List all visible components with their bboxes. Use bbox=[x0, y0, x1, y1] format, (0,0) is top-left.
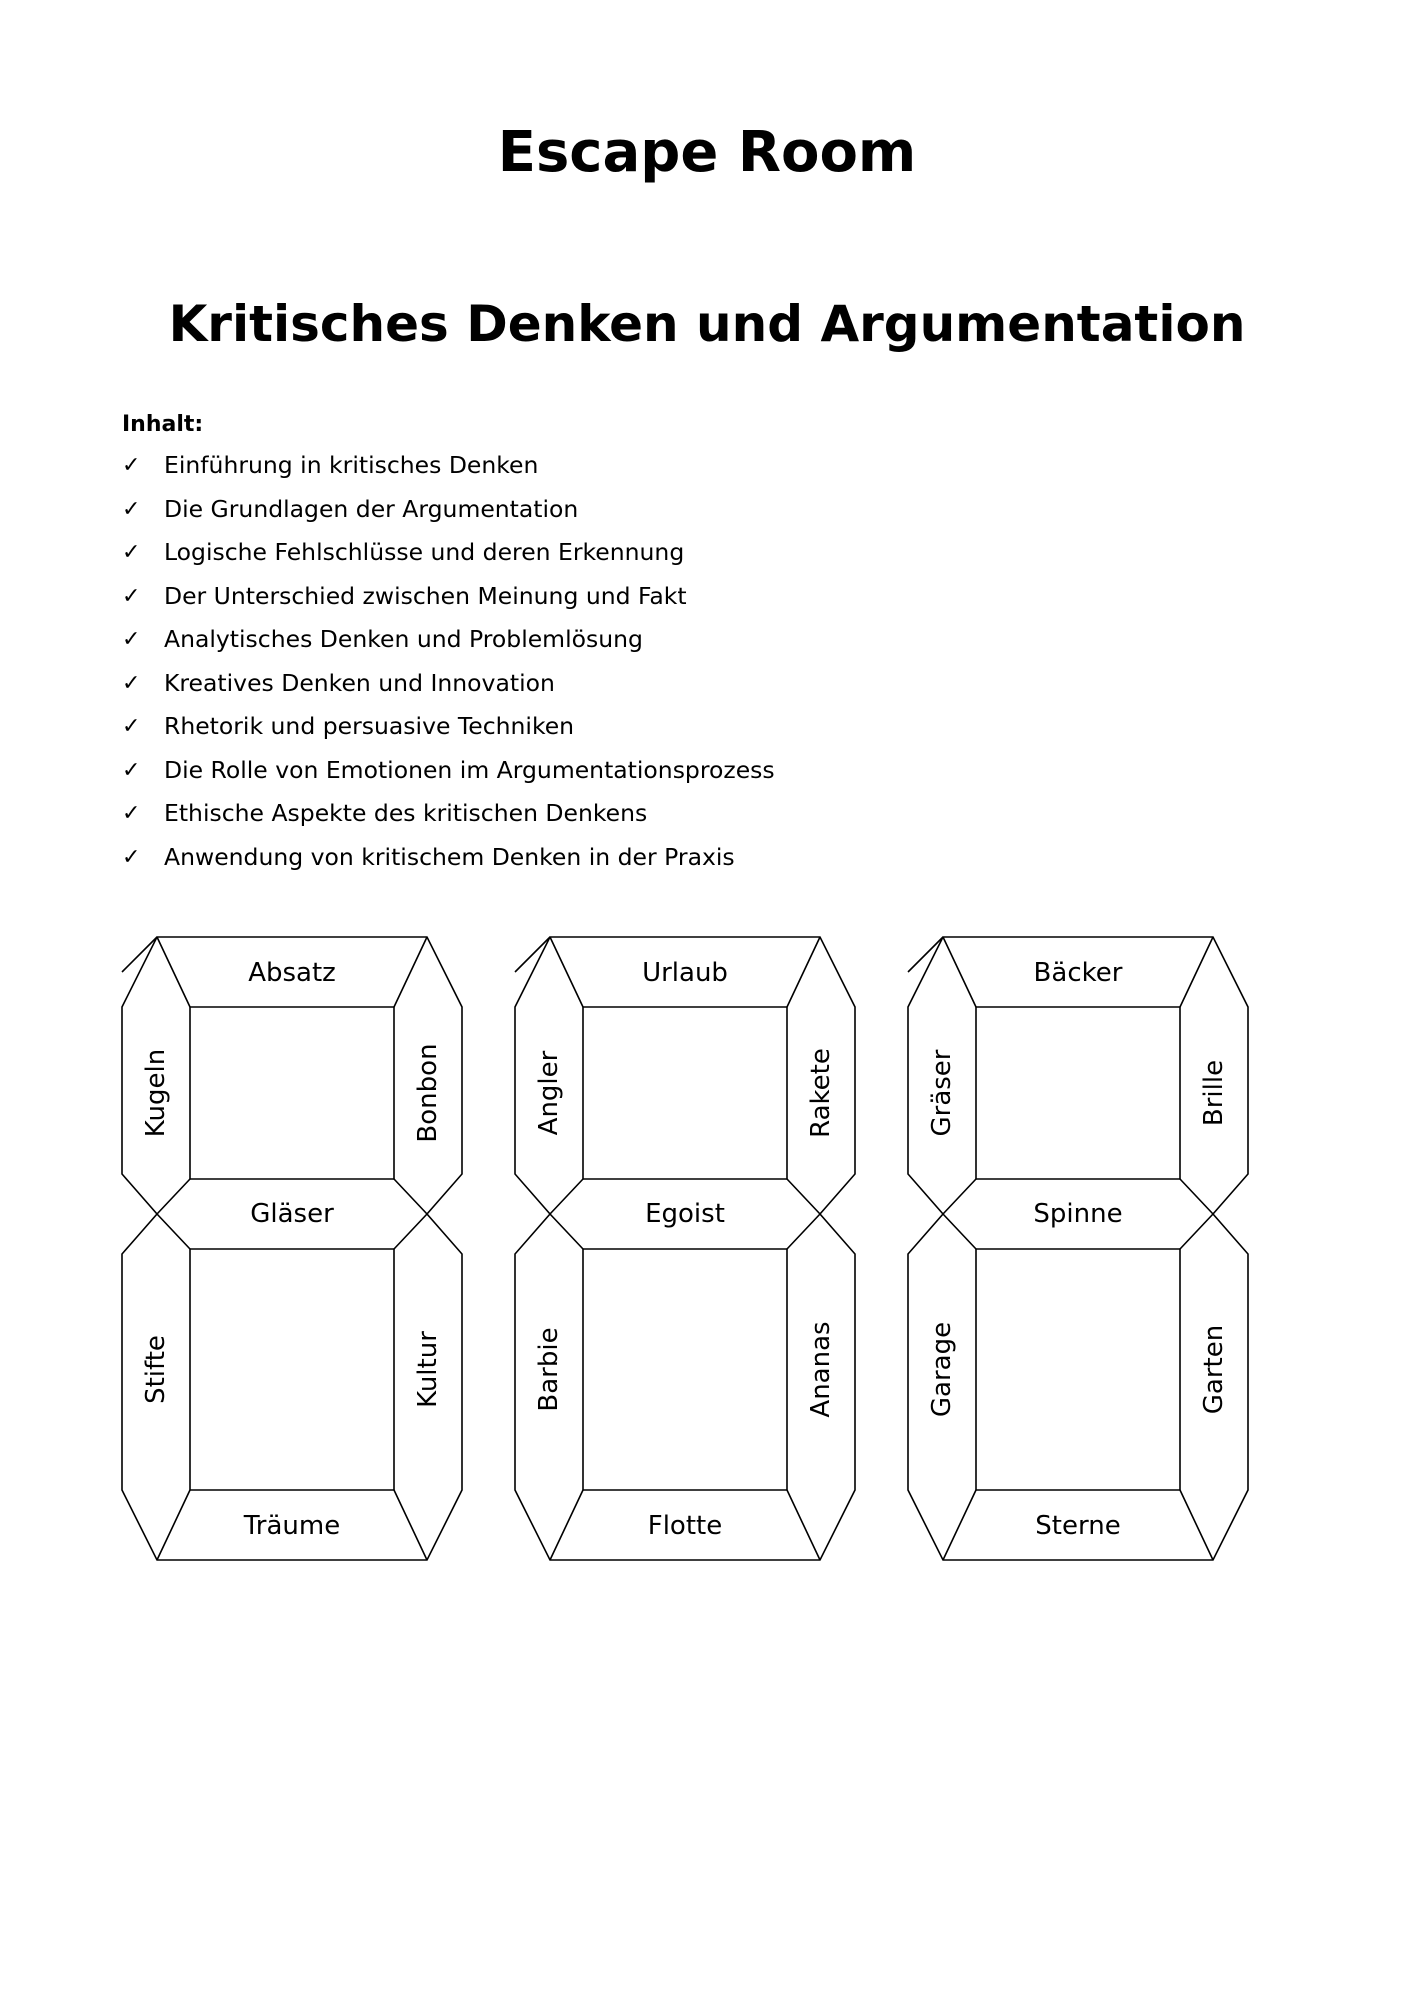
segment-outline bbox=[190, 1249, 394, 1490]
segment-label-middle: Spinne bbox=[1033, 1199, 1123, 1229]
segment-outline bbox=[976, 1007, 1180, 1179]
segment-label-middle: Gläser bbox=[250, 1199, 334, 1229]
list-item: ✓ Die Grundlagen der Argumentation bbox=[122, 488, 775, 532]
list-item: ✓ Kreatives Denken und Innovation bbox=[122, 662, 775, 706]
segment-label-upper-right: Rakete bbox=[806, 1048, 836, 1138]
checkmark-icon: ✓ bbox=[122, 453, 141, 478]
segment-label-upper-left: Gräser bbox=[927, 1049, 957, 1137]
list-item: ✓ Anwendung von kritischem Denken in der Praxis bbox=[122, 836, 775, 880]
checkmark-icon: ✓ bbox=[122, 670, 141, 696]
segment-label-top: Urlaub bbox=[642, 958, 728, 988]
list-item: ✓ Die Rolle von Emotionen im Argumentationsprozess bbox=[122, 749, 775, 793]
list-item: ✓ Logische Fehlschlüsse und deren Erkennung bbox=[122, 531, 775, 575]
page-title: Escape Room bbox=[497, 120, 917, 185]
segment-label-lower-left: Barbie bbox=[534, 1327, 564, 1412]
checkmark-icon: ✓ bbox=[122, 583, 141, 609]
segment-outline bbox=[583, 1249, 787, 1490]
checkmark-icon: ✓ bbox=[122, 757, 141, 783]
checkmark-icon: ✓ bbox=[122, 844, 141, 870]
checkmark-icon: ✓ bbox=[122, 540, 141, 565]
segment-label-lower-right: Kultur bbox=[413, 1331, 443, 1408]
segment-label-bottom: Träume bbox=[243, 1511, 341, 1541]
checkmark-icon: ✓ bbox=[122, 801, 141, 826]
digit-1 bbox=[122, 937, 462, 1560]
list-item: ✓ Der Unterschied zwischen Meinung und Fakt bbox=[122, 575, 775, 619]
segment-label-upper-left: Kugeln bbox=[141, 1048, 171, 1138]
checkmark-icon: ✓ bbox=[122, 714, 141, 739]
list-item: ✓ Einführung in kritisches Denken bbox=[122, 444, 775, 488]
digit-2 bbox=[515, 937, 855, 1560]
segment-outline bbox=[190, 1007, 394, 1179]
list-item: ✓ Rhetorik und persuasive Techniken bbox=[122, 705, 775, 749]
digit-3 bbox=[908, 937, 1248, 1560]
segment-label-top: Absatz bbox=[248, 958, 336, 988]
segment-label-lower-right: Garten bbox=[1199, 1324, 1229, 1415]
list-item: ✓ Ethische Aspekte des kritischen Denkens bbox=[122, 792, 775, 836]
segment-label-lower-right: Ananas bbox=[806, 1321, 836, 1418]
segment-outline bbox=[976, 1249, 1180, 1490]
segment-label-top: Bäcker bbox=[1033, 958, 1123, 988]
segment-label-bottom: Sterne bbox=[1035, 1511, 1121, 1541]
page-subtitle: Kritisches Denken und Argumentation bbox=[168, 295, 1246, 353]
content-label: Inhalt: bbox=[122, 412, 204, 437]
segment-label-bottom: Flotte bbox=[647, 1511, 723, 1541]
segment-label-upper-right: Brille bbox=[1199, 1059, 1229, 1127]
segment-outline bbox=[583, 1007, 787, 1179]
segment-label-middle: Egoist bbox=[645, 1199, 725, 1229]
segment-label-upper-right: Bonbon bbox=[413, 1043, 443, 1143]
checkmark-icon: ✓ bbox=[122, 627, 141, 652]
checkmark-icon: ✓ bbox=[122, 496, 141, 522]
segment-label-lower-left: Garage bbox=[927, 1321, 957, 1418]
segment-label-upper-left: Angler bbox=[534, 1050, 564, 1136]
segment-label-lower-left: Stifte bbox=[141, 1335, 171, 1404]
list-item: ✓ Analytisches Denken und Problemlösung bbox=[122, 618, 775, 662]
